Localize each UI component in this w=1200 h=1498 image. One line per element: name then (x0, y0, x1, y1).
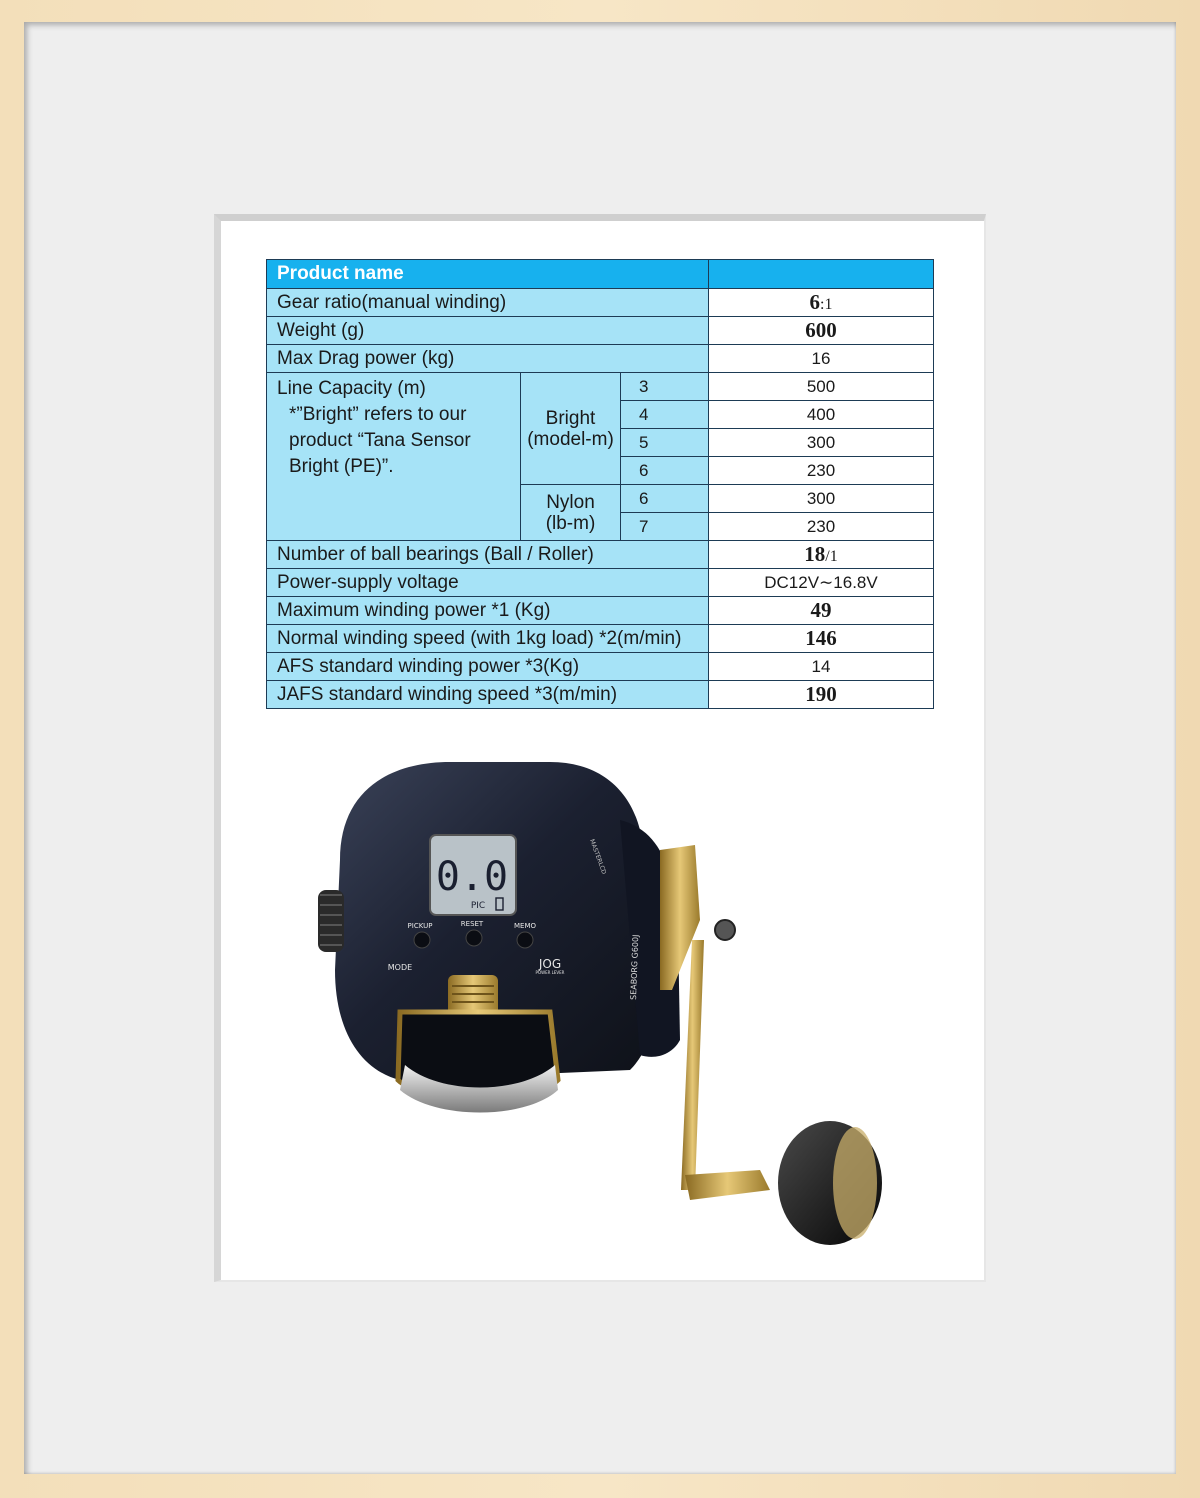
pickup-button (414, 932, 430, 948)
nylon-size-6: 6 (621, 485, 709, 513)
bright-group-label (521, 373, 621, 485)
bearings-label: Number of ball bearings (Ball / Roller) (267, 541, 709, 569)
bright-group-name: Bright (model-m) (527, 407, 614, 450)
bright-capacity-3: 500 (709, 373, 934, 401)
handle-shaft (685, 1170, 770, 1200)
reel-lcd (430, 835, 516, 915)
brand-top-label: MASTERLCD (588, 838, 608, 876)
spec-row-gear-ratio (267, 289, 934, 317)
line-capacity-note: *”Bright” refers to our product “Tana Sensor Bright (PE)”. (289, 404, 471, 477)
product-name-value (709, 260, 934, 289)
spec-row-voltage (267, 569, 934, 597)
bright-capacity-5: 300 (709, 429, 934, 457)
bright-capacity-4: 400 (709, 401, 934, 429)
memo-label: MEMO (513, 922, 537, 930)
nylon-group-label (521, 485, 621, 541)
afs-power-value: 14 (709, 653, 934, 681)
electric-reel-image (300, 750, 920, 1270)
gear-ratio-value (709, 289, 934, 317)
nylon-group-name: Nylon (lb-m) (545, 491, 596, 534)
jog-sub-label: POWER LEVER (535, 970, 565, 975)
reel-handle (660, 845, 882, 1245)
spec-row-afs-power (267, 653, 934, 681)
bearings-main: 18 (804, 542, 826, 566)
nylon-capacity-6: 300 (709, 485, 934, 513)
product-name-label: Product name (267, 260, 709, 289)
handle-arm (681, 940, 704, 1190)
voltage-label: Power-supply voltage (267, 569, 709, 597)
spec-row-max-drag (267, 345, 934, 373)
jafs-speed-label: JAFS standard winding speed *3(m/min) (267, 681, 709, 709)
line-capacity-cell (267, 373, 521, 541)
nylon-capacity-7: 230 (709, 513, 934, 541)
line-capacity-label: Line Capacity (m) (277, 378, 426, 399)
weight-label: Weight (g) (267, 317, 709, 345)
max-drag-value: 16 (709, 345, 934, 373)
bright-size-3: 3 (621, 373, 709, 401)
normal-speed-label: Normal winding speed (with 1kg load) *2(m/min) (267, 625, 709, 653)
mode-label: MODE (387, 963, 413, 972)
gear-ratio-label: Gear ratio(manual winding) (267, 289, 709, 317)
max-winding-power-value: 49 (709, 597, 934, 625)
max-drag-label: Max Drag power (kg) (267, 345, 709, 373)
weight-value: 600 (709, 317, 934, 345)
lcd-value: 0.0 (435, 854, 509, 900)
brand-side-label: SEABORG G600J (629, 934, 641, 1001)
spec-row-bearings (267, 541, 934, 569)
bright-capacity-6: 230 (709, 457, 934, 485)
lcd-indicator: PIC (470, 901, 486, 911)
bearings-suffix: /1 (825, 548, 838, 565)
jog-label: JOG (538, 957, 562, 971)
memo-button (517, 932, 533, 948)
side-knob (318, 890, 344, 952)
gear-ratio-main: 6 (809, 290, 821, 314)
handle-nut (715, 920, 735, 940)
max-winding-power-label: Maximum winding power *1 (Kg) (267, 597, 709, 625)
bearings-value (709, 541, 934, 569)
nylon-size-7: 7 (621, 513, 709, 541)
spec-row-jafs-speed (267, 681, 934, 709)
spec-row-normal-speed (267, 625, 934, 653)
afs-power-label: AFS standard winding power *3(Kg) (267, 653, 709, 681)
jog-lever (448, 975, 498, 1015)
normal-speed-value: 146 (709, 625, 934, 653)
bright-size-5: 5 (621, 429, 709, 457)
gear-ratio-suffix: :1 (820, 296, 833, 313)
voltage-value: DC12V∼16.8V (709, 569, 934, 597)
spec-row-line-capacity (267, 373, 934, 401)
reset-button (466, 930, 482, 946)
reset-label: RESET (460, 920, 484, 928)
bright-size-4: 4 (621, 401, 709, 429)
pickup-label: PICKUP (407, 922, 433, 930)
spool-frame (398, 1012, 558, 1113)
spec-row-max-winding-power (267, 597, 934, 625)
spec-table (266, 259, 934, 709)
spec-row-header (267, 260, 934, 289)
spec-row-weight (267, 317, 934, 345)
jafs-speed-value: 190 (709, 681, 934, 709)
bright-size-6: 6 (621, 457, 709, 485)
